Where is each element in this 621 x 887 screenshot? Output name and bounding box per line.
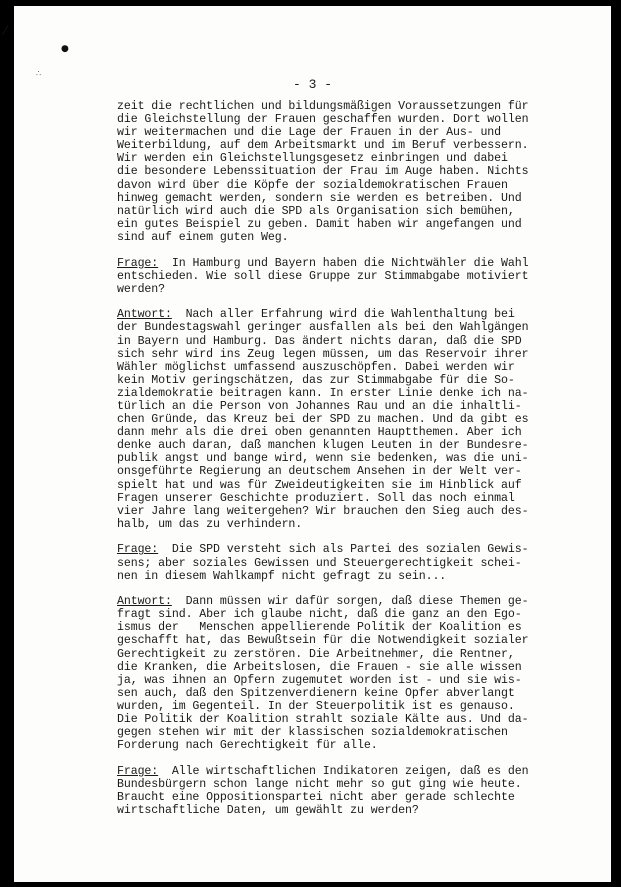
text-line: [117, 257, 577, 270]
text-line: [117, 595, 577, 608]
text-line: Forderung nach Gerechtigkeit für alle.: [117, 739, 378, 753]
question-paragraph: [117, 543, 577, 582]
text-line: türlich an die Person von Johannes Rau und an die inhaltli-: [117, 399, 522, 413]
text-line: [117, 765, 577, 778]
text-line: onsgeführte Regierung an deutschem Ansehen in der Welt ver-: [117, 465, 522, 479]
speaker-label: Frage:: [117, 256, 159, 270]
text-line: ein gutes Beispiel zu geben. Damit haben wir angefangen und: [117, 217, 522, 231]
line-text: Alle wirtschaftlichen Indikatoren zeigen, daß es den: [158, 764, 529, 778]
text-line: entschieden. Wie soll diese Gruppe zur Stimmabgabe motiviert: [117, 269, 529, 283]
text-line: hinweg gemacht werden, sondern sie werden es betreiben. Und: [117, 191, 522, 205]
text-line: chen Gründe, das Kreuz bei der SPD zu machen. Und da gibt es: [117, 413, 529, 427]
text-line: vier Jahre lang weitergehen? Wir brauchen den Sieg auch des-: [117, 504, 529, 518]
text-line: halb, um das zu verhindern.: [117, 517, 303, 531]
text-line: werden?: [117, 282, 166, 296]
text-line: gegen stehen wir mit der klassischen sozialdemokratischen: [117, 726, 508, 740]
text-line: Fragen unserer Geschichte produziert. Soll das noch einmal: [117, 491, 515, 505]
line-text: Dann müssen wir dafür sorgen, daß diese Themen ge-: [171, 595, 529, 609]
text-line: dann mehr als die drei oben genannten Hauptthemen. Aber ich: [117, 426, 522, 440]
text-line: der Bundestagswahl geringer ausfallen als bei den Wahlgängen: [117, 321, 529, 335]
text-line: die besondere Lebenssituation der Frau im Auge haben. Nichts: [117, 165, 529, 179]
text-line: denke auch daran, daß manchen klugen Leuten in der Bundesre-: [117, 439, 529, 453]
answer-paragraph: [117, 595, 577, 752]
text-line: wir weitermachen und die Lage der Frauen in der Aus- und: [117, 126, 502, 140]
text-line: [117, 543, 577, 556]
speaker-label: Frage:: [117, 764, 159, 778]
line-text: In Hamburg und Bayern haben die Nichtwähler die Wahl: [158, 256, 529, 270]
text-line: fragt sind. Aber ich glaube nicht, daß die ganz an den Ego-: [117, 608, 522, 622]
text-line: zialdemokratie beitragen kann. In erster Linie denke ich na-: [117, 386, 529, 400]
text-line: sind auf einem guten Weg.: [117, 230, 289, 244]
text-line: die Gleichstellung der Frauen geschaffen wurden. Dort wollen: [117, 113, 529, 127]
text-line: wirtschaftliche Daten, um gewählt zu werden?: [117, 804, 419, 818]
text-line: Bundesbürgern schon lange nicht mehr so gut ging wie heute.: [117, 777, 522, 791]
text-line: publik angst und bange wird, wenn sie bedenken, was die uni-: [117, 452, 529, 466]
text-line: in Bayern und Hamburg. Das ändert nichts daran, daß die SPD: [117, 334, 522, 348]
scan-mark-speck: ∴: [36, 69, 42, 78]
text-line: sen auch, daß den Spitzenverdienern keine Opfer abverlangt: [117, 686, 515, 700]
speaker-label: Antwort:: [117, 308, 172, 322]
speaker-label: Antwort:: [117, 595, 172, 609]
question-paragraph: [117, 257, 577, 296]
text-line: Wir werden ein Gleichstellungsgesetz einbringen und dabei: [117, 152, 508, 166]
text-line: davon wird über die Köpfe der sozialdemokratischen Frauen: [117, 178, 508, 192]
text-line: Weiterbildung, auf dem Arbeitsmarkt und im Beruf verbessern.: [117, 139, 529, 153]
scan-mark-slash: /: [1, 22, 9, 39]
text-line: Gerechtigkeit zu zerstören. Die Arbeitnehmer, die Rentner,: [117, 647, 515, 661]
question-paragraph: [117, 765, 577, 817]
text-line: sens; aber soziales Gewissen und Steuergerechtigkeit schei-: [117, 556, 522, 570]
speaker-label: Frage:: [117, 543, 159, 557]
text-line: sich sehr wird ins Zeug legen müssen, um das Reservoir ihrer: [117, 347, 529, 361]
text-line: ismus der Menschen appellierende Politik der Koalition es: [117, 621, 522, 635]
text-line: zeit die rechtlichen und bildungsmäßigen Voraussetzungen für: [117, 100, 529, 113]
answer-paragraph: [117, 308, 577, 531]
document-page: [1, 6, 611, 882]
text-line: [117, 308, 577, 321]
text-line: natürlich wird auch die SPD als Organisation sich bemühen,: [117, 204, 515, 218]
text-line: Braucht eine Oppositionspartei nicht aber gerade schlechte: [117, 791, 515, 804]
line-text: Die SPD versteht sich als Partei des sozialen Gewis-: [158, 543, 529, 557]
text-line: wurden, im Gegenteil. In der Steuerpolitik ist es genauso.: [117, 699, 515, 713]
text-line: die Kranken, die Arbeitslosen, die Frauen - sie alle wissen: [117, 660, 522, 674]
scan-mark-dot: ●: [61, 44, 69, 54]
text-line: Wähler möglichst umfassend auszuschöpfen. Dabei werden wir: [117, 360, 515, 374]
page-number: - 3 -: [292, 77, 332, 92]
text-paragraph: [117, 100, 577, 244]
text-line: geschafft hat, das Bewußtsein für die Notwendigkeit sozialer: [117, 634, 529, 648]
text-line: Die Politik der Koalition strahlt soziale Kälte aus. Und da-: [117, 713, 529, 727]
text-line: spielt hat und was für Zweideutigkeiten sie im Hinblick auf: [117, 478, 522, 492]
document-body: [117, 100, 577, 830]
text-line: ja, was ihnen an Opfern zugemutet worden ist - und sie wis-: [117, 673, 522, 687]
text-line: kein Motiv geringschätzen, das zur Stimmabgabe für die So-: [117, 373, 515, 387]
line-text: Nach aller Erfahrung wird die Wahlenthaltung bei: [171, 308, 515, 322]
text-line: nen in diesem Wahlkampf nicht gefragt zu sein...: [117, 569, 447, 583]
